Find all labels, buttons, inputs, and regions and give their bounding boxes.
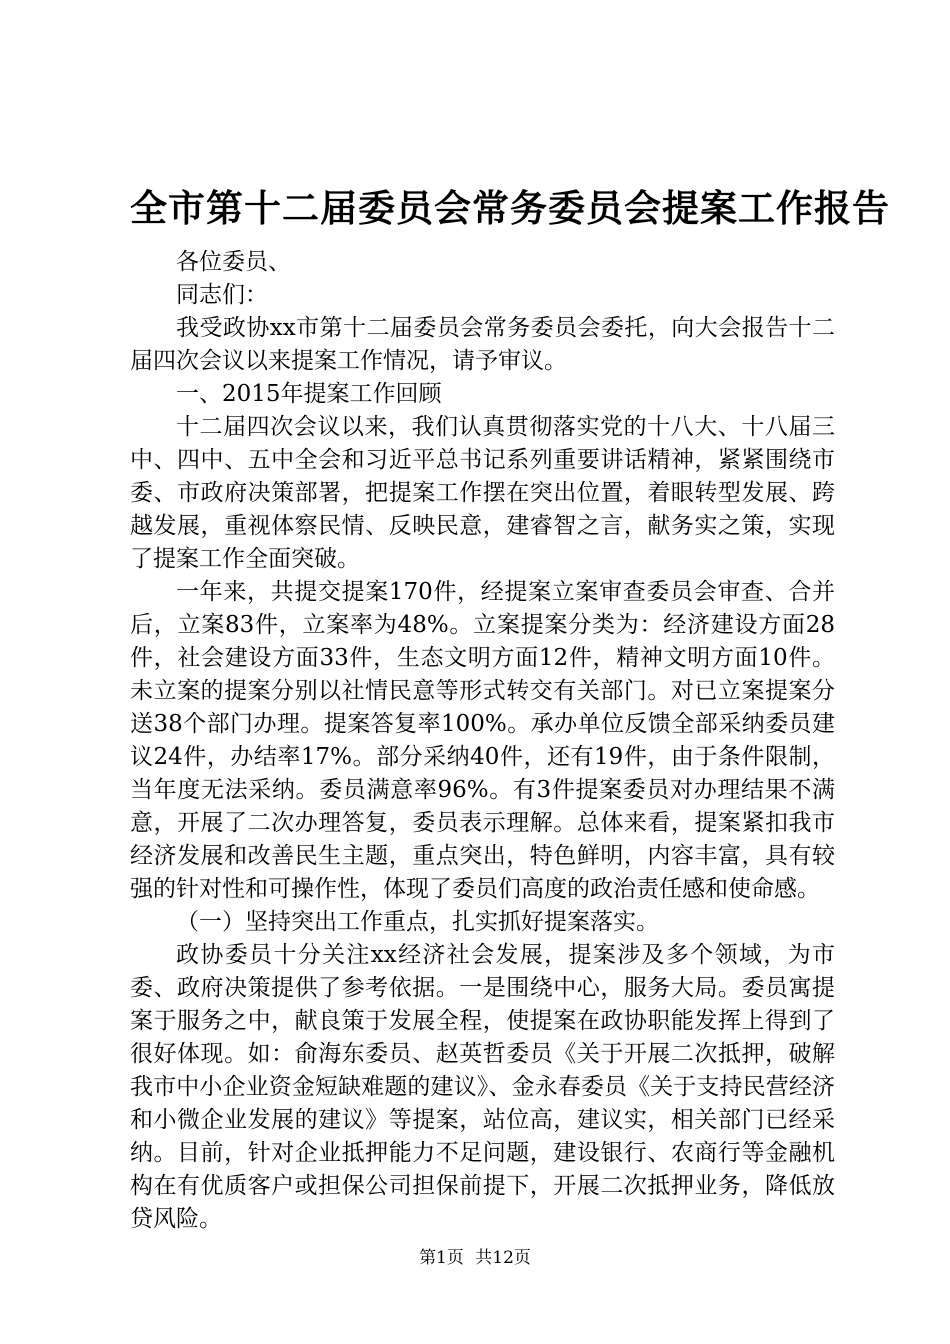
body-paragraph: 十二届四次会议以来，我们认真贯彻落实党的十八大、十八届三中、四中、五中全会和习近平总书记系列重要讲话精神，紧紧围绕市委、市政府决策部署，把提案工作摆在突出位置，着眼转型发展、跨越发展，重视体察民情、反映民意，建睿智之言，献务实之策，实现了提案工作全面突破。 bbox=[130, 414, 835, 572]
page-footer bbox=[0, 1243, 950, 1268]
body-paragraph: 一年来，共提交提案170件，经提案立案审查委员会审查、合并后，立案83件，立案率为48%。立案提案分类为：经济建设方面28件，社会建设方面33件，生态文明方面12件，精神文明方面10件。未立案的提案分别以社情民意等形式转交有关部门。对已立案提案分送38个部门办理。提案答复率100%。承办单位反馈全部采纳委员建议24件，办结率17%。部分采纳40件，还有19件，由于条件限制，当年度无法采纳。委员满意率96%。有3件提案委员对办理结果不满意，开展了二次办理答复，委员表示理解。总体来看，提案紧扣我市经济发展和改善民生主题，重点突出，特色鲜明，内容丰富，具有较强的针对性和可操作性，体现了委员们高度的政治责任感和使命感。 bbox=[130, 579, 835, 902]
intro-paragraph: 我受政协xx市第十二届委员会常务委员会委托，向大会报告十二届四次会议以来提案工作情况，请予审议。 bbox=[130, 315, 835, 374]
salutation-2: 同志们： bbox=[176, 282, 268, 308]
salutation-1: 各位委员、 bbox=[176, 249, 291, 275]
section-heading-1: 一、2015年提案工作回顾 bbox=[176, 381, 442, 407]
page-total: 共12页 bbox=[475, 1248, 531, 1268]
document-page bbox=[130, 180, 890, 1236]
document-title: 全市第十二届委员会常务委员会提案工作报告 bbox=[130, 186, 890, 230]
subsection-heading-1: （一）坚持突出工作重点，扎实抓好提案落实。 bbox=[176, 909, 659, 935]
page-number: 第1页 bbox=[419, 1248, 464, 1268]
body-paragraph: 政协委员十分关注xx经济社会发展，提案涉及多个领域，为市委、政府决策提供了参考依据。一是围绕中心，服务大局。委员寓提案于服务之中，献良策于发展全程，使提案在政协职能发挥上得到了很好体现。如：俞海东委员、赵英哲委员《关于开展二次抵押，破解我市中小企业资金短缺难题的建议》、金永春委员《关于支持民营经济和小微企业发展的建议》等提案，站位高，建议实，相关部门已经采纳。目前，针对企业抵押能力不足问题，建设银行、农商行等金融机构在有优质客户或担保公司担保前提下，开展二次抵押业务，降低放贷风险。 bbox=[130, 942, 835, 1232]
